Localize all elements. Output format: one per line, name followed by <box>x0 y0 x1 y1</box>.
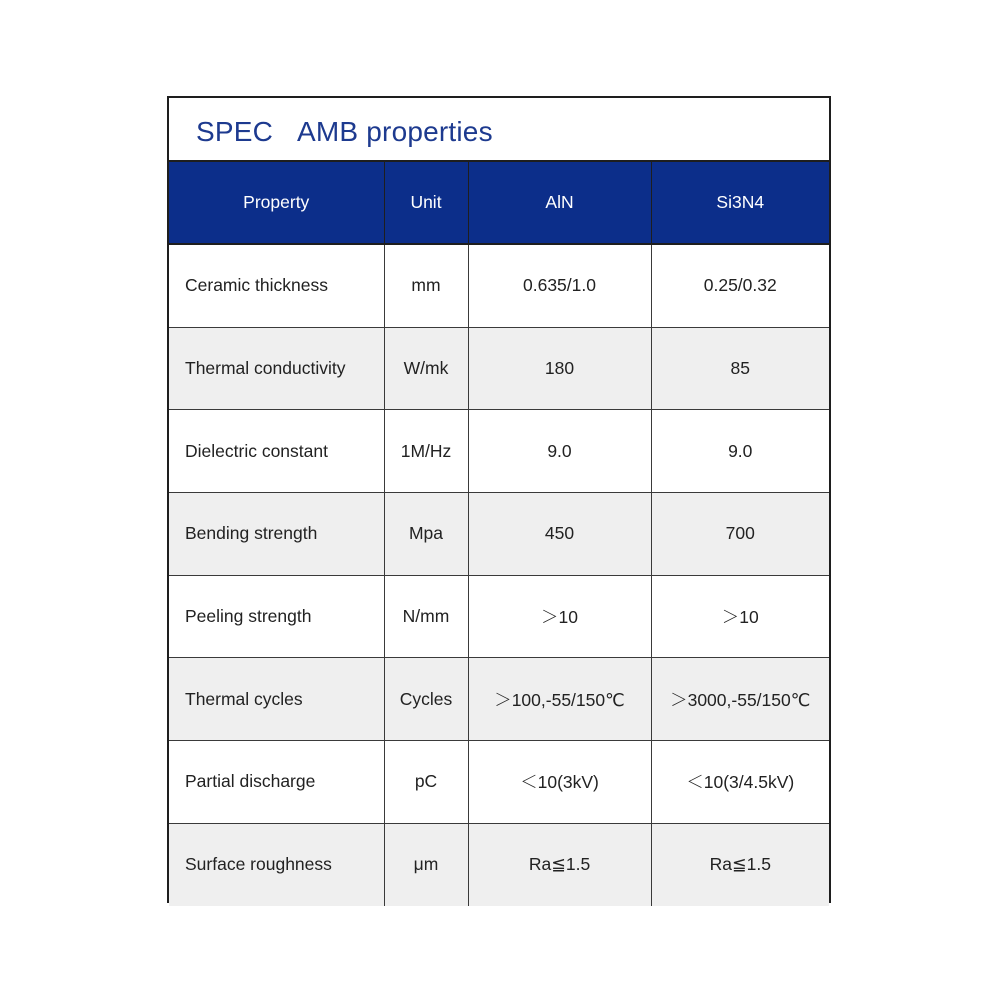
aln-cell: 9.0 <box>468 410 651 493</box>
si3n4-cell: 9.0 <box>651 410 829 493</box>
property-cell: Bending strength <box>169 493 384 576</box>
aln-cell: 450 <box>468 493 651 576</box>
si3n4-cell: Ra≦1.5 <box>651 823 829 905</box>
unit-cell: Cycles <box>384 658 468 741</box>
table-row <box>169 244 829 327</box>
aln-cell: ＞100,-55/150℃ <box>468 658 651 741</box>
aln-cell: 180 <box>468 327 651 410</box>
property-cell: Dielectric constant <box>169 410 384 493</box>
property-cell: Surface roughness <box>169 823 384 905</box>
header-aln: AlN <box>468 162 651 244</box>
aln-cell: Ra≦1.5 <box>468 823 651 905</box>
si3n4-cell: ＞10 <box>651 575 829 658</box>
unit-cell: mm <box>384 244 468 327</box>
si3n4-cell: ＞3000,-55/150℃ <box>651 658 829 741</box>
table-row <box>169 823 829 905</box>
aln-cell: 0.635/1.0 <box>468 244 651 327</box>
unit-cell: μm <box>384 823 468 905</box>
si3n4-cell: ＜10(3/4.5kV) <box>651 741 829 824</box>
unit-cell: N/mm <box>384 575 468 658</box>
unit-cell: Mpa <box>384 493 468 576</box>
table-row <box>169 575 829 658</box>
table-row <box>169 741 829 824</box>
aln-cell: ＞10 <box>468 575 651 658</box>
page-title: AMB properties <box>297 116 493 147</box>
table-row <box>169 410 829 493</box>
title-bar <box>169 98 829 162</box>
property-cell: Ceramic thickness <box>169 244 384 327</box>
header-row <box>169 162 829 244</box>
spec-card <box>167 96 831 903</box>
si3n4-cell: 0.25/0.32 <box>651 244 829 327</box>
table-row <box>169 327 829 410</box>
properties-table <box>169 162 829 906</box>
table-row <box>169 493 829 576</box>
property-cell: Thermal conductivity <box>169 327 384 410</box>
header-unit: Unit <box>384 162 468 244</box>
header-property: Property <box>169 162 384 244</box>
unit-cell: 1M/Hz <box>384 410 468 493</box>
si3n4-cell: 85 <box>651 327 829 410</box>
aln-cell: ＜10(3kV) <box>468 741 651 824</box>
unit-cell: W/mk <box>384 327 468 410</box>
table-row <box>169 658 829 741</box>
property-cell: Peeling strength <box>169 575 384 658</box>
unit-cell: pC <box>384 741 468 824</box>
property-cell: Partial discharge <box>169 741 384 824</box>
si3n4-cell: 700 <box>651 493 829 576</box>
property-cell: Thermal cycles <box>169 658 384 741</box>
header-si3n4: Si3N4 <box>651 162 829 244</box>
title-prefix: SPEC <box>196 116 274 147</box>
